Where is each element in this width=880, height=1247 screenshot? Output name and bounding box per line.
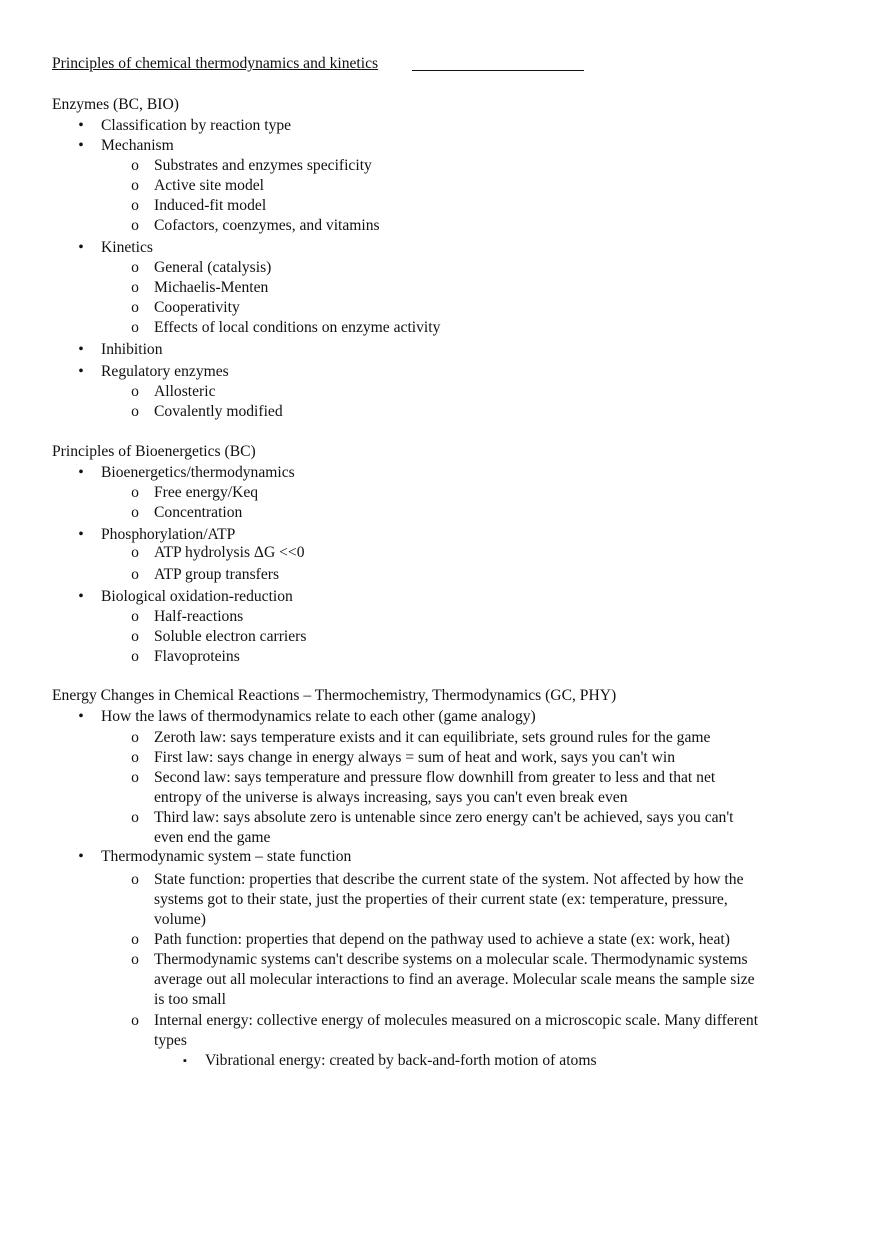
sub-list-item-text: First law: says change in energy always = sum of heat and work, says you can't win bbox=[154, 749, 676, 766]
sub-list-item-text: ATP hydrolysis ΔG <<0 bbox=[154, 544, 305, 561]
sub-bullet-marker: o bbox=[131, 217, 139, 234]
document-title: Principles of chemical thermodynamics and kinetics bbox=[52, 55, 379, 72]
list-item-text: Bioenergetics/thermodynamics bbox=[101, 464, 295, 481]
list-item-text: Regulatory enzymes bbox=[101, 363, 229, 380]
sub-list-item-text: Internal energy: collective energy of molecules measured on a microscopic scale. Many different bbox=[154, 1012, 759, 1029]
sub-list-item-text: Effects of local conditions on enzyme activity bbox=[154, 319, 441, 336]
sub-bullet-marker: o bbox=[131, 319, 139, 336]
sub-list-item-text: ATP group transfers bbox=[154, 566, 280, 583]
sub-list-item-text: systems got to their state, just the properties of their current state (ex: temperature, pressure, bbox=[154, 891, 728, 908]
sub-list-item-text: Third law: says absolute zero is untenable since zero energy can't be achieved, says you can't bbox=[154, 809, 734, 826]
sub-list-item-text: types bbox=[154, 1032, 187, 1049]
bullet-marker: • bbox=[78, 363, 84, 380]
sub-bullet-marker: o bbox=[131, 157, 139, 174]
list-item-text: Classification by reaction type bbox=[101, 117, 292, 134]
sub-bullet-marker: o bbox=[131, 729, 139, 746]
section-heading-energy-changes: Energy Changes in Chemical Reactions – Thermochemistry, Thermodynamics (GC, PHY) bbox=[52, 687, 617, 704]
sub-list-item-text: entropy of the universe is always increasing, says you can't even break even bbox=[154, 789, 628, 806]
sub-bullet-marker: o bbox=[131, 383, 139, 400]
sub-list-item-text: Zeroth law: says temperature exists and it can equilibriate, sets ground rules for the game bbox=[154, 729, 711, 746]
list-item-text: Inhibition bbox=[101, 341, 163, 358]
sub-list-item-text: Covalently modified bbox=[154, 403, 283, 420]
sub-bullet-marker: o bbox=[131, 809, 139, 826]
bullet-marker: • bbox=[78, 708, 84, 725]
sub-bullet-marker: o bbox=[131, 1012, 139, 1029]
sub-bullet-marker: o bbox=[131, 628, 139, 645]
sub-bullet-marker: o bbox=[131, 177, 139, 194]
title-underline-rule bbox=[412, 70, 584, 71]
sub-list-item-text: Thermodynamic systems can't describe systems on a molecular scale. Thermodynamic systems bbox=[154, 951, 748, 968]
sub-list-item-text: General (catalysis) bbox=[154, 259, 272, 276]
sub-bullet-marker: o bbox=[131, 749, 139, 766]
bullet-marker: • bbox=[78, 588, 84, 605]
sub-list-item-text: volume) bbox=[154, 911, 206, 928]
sub-bullet-marker: o bbox=[131, 279, 139, 296]
sub-list-item-text: State function: properties that describe the current state of the system. Not affected by how the bbox=[154, 871, 744, 888]
list-item-text: Biological oxidation-reduction bbox=[101, 588, 293, 605]
sub-list-item-text: Active site model bbox=[154, 177, 264, 194]
sub-bullet-marker: o bbox=[131, 484, 139, 501]
sub-bullet-marker: o bbox=[131, 608, 139, 625]
sub-bullet-marker: o bbox=[131, 403, 139, 420]
sub-list-item-text: even end the game bbox=[154, 829, 271, 846]
sub-list-item-text: Path function: properties that depend on the pathway used to achieve a state (ex: work, heat) bbox=[154, 931, 730, 948]
list-item-text: Phosphorylation/ATP bbox=[101, 526, 236, 543]
sub-bullet-marker: o bbox=[131, 299, 139, 316]
list-item-text: Kinetics bbox=[101, 239, 153, 256]
sub-list-item-text: Concentration bbox=[154, 504, 243, 521]
section-heading-enzymes: Enzymes (BC, BIO) bbox=[52, 96, 179, 113]
sub-list-item-text: Substrates and enzymes specificity bbox=[154, 157, 372, 174]
sub-list-item-text: is too small bbox=[154, 991, 226, 1008]
sub-list-item-text: Cofactors, coenzymes, and vitamins bbox=[154, 217, 380, 234]
sub-bullet-marker: o bbox=[131, 566, 139, 583]
sub-bullet-marker: o bbox=[131, 544, 139, 561]
bullet-marker: • bbox=[78, 526, 84, 543]
sub-bullet-marker: o bbox=[131, 769, 139, 786]
bullet-marker: • bbox=[78, 239, 84, 256]
bullet-marker: • bbox=[78, 137, 84, 154]
sub-bullet-marker: o bbox=[131, 504, 139, 521]
bullet-marker: • bbox=[78, 464, 84, 481]
sub-sub-list-item-text: Vibrational energy: created by back-and-forth motion of atoms bbox=[205, 1052, 597, 1069]
sub-bullet-marker: o bbox=[131, 931, 139, 948]
sub-bullet-marker: o bbox=[131, 951, 139, 968]
sub-bullet-marker: o bbox=[131, 871, 139, 888]
sub-bullet-marker: o bbox=[131, 259, 139, 276]
section-heading-bioenergetics: Principles of Bioenergetics (BC) bbox=[52, 443, 256, 460]
sub-list-item-text: Free energy/Keq bbox=[154, 484, 259, 501]
bullet-marker: • bbox=[78, 117, 84, 134]
sub-list-item-text: Flavoproteins bbox=[154, 648, 240, 665]
square-bullet-marker: ▪ bbox=[183, 1055, 187, 1067]
sub-list-item-text: Soluble electron carriers bbox=[154, 628, 307, 645]
sub-list-item-text: Induced-fit model bbox=[154, 197, 267, 214]
sub-list-item-text: Michaelis-Menten bbox=[154, 279, 269, 296]
sub-list-item-text: Half-reactions bbox=[154, 608, 244, 625]
sub-bullet-marker: o bbox=[131, 648, 139, 665]
list-item-text: How the laws of thermodynamics relate to each other (game analogy) bbox=[101, 708, 536, 725]
sub-list-item-text: average out all molecular interactions to find an average. Molecular scale means the sample size bbox=[154, 971, 755, 988]
sub-list-item-text: Second law: says temperature and pressure flow downhill from greater to less and that net bbox=[154, 769, 716, 786]
list-item-text: Thermodynamic system – state function bbox=[101, 848, 352, 865]
bullet-marker: • bbox=[78, 848, 84, 865]
list-item-text: Mechanism bbox=[101, 137, 174, 154]
bullet-marker: • bbox=[78, 341, 84, 358]
sub-list-item-text: Cooperativity bbox=[154, 299, 240, 316]
sub-list-item-text: Allosteric bbox=[154, 383, 216, 400]
sub-bullet-marker: o bbox=[131, 197, 139, 214]
